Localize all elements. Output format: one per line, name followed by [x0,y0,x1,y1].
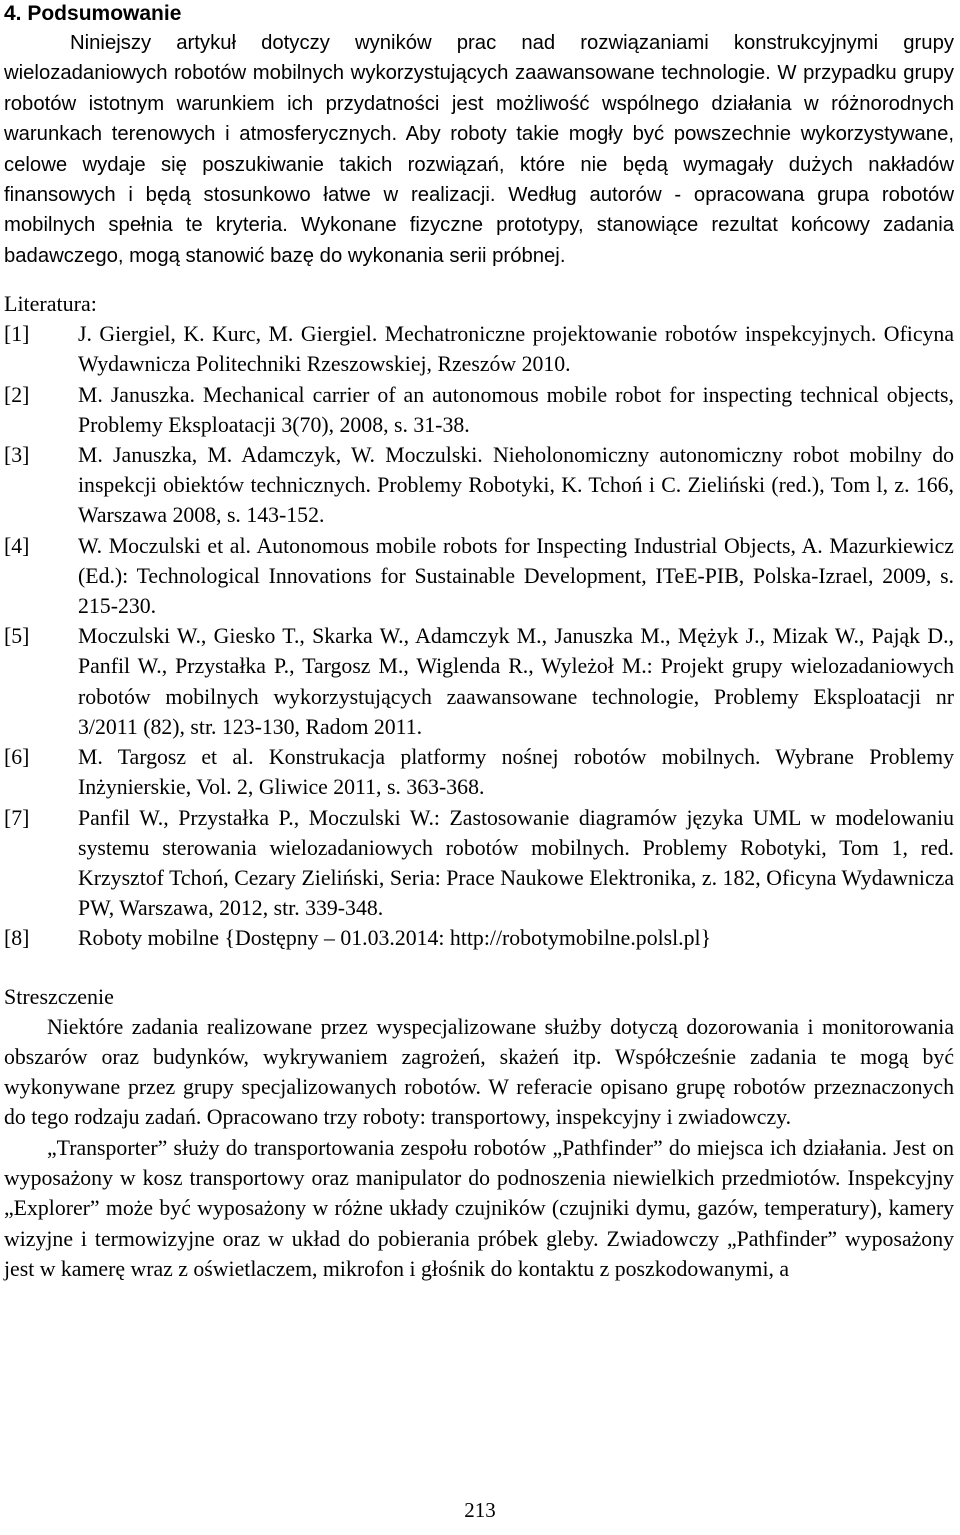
reference-text: M. Targosz et al. Konstrukacja platformy nośnej robotów mobilnych. Wybrane Problemy Inżynierskie, Vol. 2, Gliwice 2011, s. 363-368. [78,745,954,800]
reference-text: W. Moczulski et al. Autonomous mobile robots for Inspecting Industrial Objects, A. Mazurkiewicz (Ed.): Technological Innovations for Sustainable Development, ITeE-PIB, Polska-Izrael, 2009, s. 215-230. [78,533,954,619]
reference-item [4,742,954,802]
reference-item [4,319,954,379]
reference-text: Panfil W., Przystałka P., Moczulski W.: Zastosowanie diagramów języka UML w modelowaniu systemu sterowania wielozadaniowych robotów mobilnych. Problemy Robotyki, Tom 1, red. Krzysztof Tchoń, Cezary Zieliński, Seria: Prace Naukowe Elektronika, z. 182, Oficyna Wydawnicza PW, Warszawa, 2012, str. 339-348. [78,805,954,921]
reference-number: [7] [4,805,30,830]
abstract-paragraph: „Transporter” służy do transportowania zespołu robotów „Pathfinder” do miejsca ich działania. Jest on wyposażony w kosz transportowy oraz manipulator do podnoszenia niewielkich przedmiotów. Inspekcyjny „Explorer” może być wyposażony w różne układy czujników (czujniki dymu, gazów, temperatury), kamery wizyjne i termowizyjne oraz w układ do pobierania próbek gleby. Zwiadowczy „Pathfinder” wyposażony jest w kamerę wraz z oświetlaczem, mikrofon i głośnik do kontaktu z poszkodowanymi, a [4,1135,954,1281]
reference-number: [8] [4,926,30,951]
reference-number: [4] [4,533,30,558]
reference-number: [3] [4,443,30,468]
reference-text: Moczulski W., Giesko T., Skarka W., Adamczyk M., Januszka M., Mężyk J., Mizak W., Pająk D., Panfil W., Przystałka P., Targosz M., Wiglenda R., Wyleżoł M.: Projekt grupy wielozadaniowych robotów mobilnych wykorzystujących zaawansowane technologie, Problemy Eksploatacji nr 3/2011 (82), str. 123-130, Radom 2011. [78,624,954,739]
reference-item [4,923,954,953]
reference-number: [5] [4,624,30,649]
reference-text: Roboty mobilne {Dostępny – 01.03.2014: http://robotymobilne.polsl.pl} [78,926,712,951]
reference-number: [6] [4,745,30,770]
reference-item [4,440,954,531]
section-heading: 4. Podsumowanie [4,2,182,25]
reference-item [4,621,954,742]
reference-item [4,380,954,440]
reference-text: J. Giergiel, K. Kurc, M. Giergiel. Mechatroniczne projektowanie robotów inspekcyjnych. Oficyna Wydawnicza Politechniki Rzeszowskiej, Rzeszów 2010. [78,322,954,377]
abstract-heading: Streszczenie [4,983,114,1009]
reference-number: [1] [4,322,30,347]
reference-item [4,803,954,924]
literature-heading: Literatura: [4,291,97,317]
reference-text: M. Januszka. Mechanical carrier of an autonomous mobile robot for inspecting technical objects, Problemy Eksploatacji 3(70), 2008, s. 31-38. [78,382,954,437]
page-number: 213 [464,1498,496,1522]
reference-list [4,319,954,953]
reference-number: [2] [4,382,30,407]
abstract-paragraph: Niektóre zadania realizowane przez wyspecjalizowane służby dotyczą dozorowania i monitorowania obszarów oraz budynków, wykrywaniem zagrożeń, skażeń itp. Współcześnie zadania te mogą być wykonywane przez grupy specjalizowanych robotów. W referacie opisano grupę robotów przeznaczonych do tego rodzaju zadań. Opracowano trzy roboty: transportowy, inspekcyjny i zwiadowczy. [4,1014,954,1130]
reference-text: M. Januszka, M. Adamczyk, W. Moczulski. Nieholonomiczny autonomiczny robot mobilny do inspekcji obiektów technicznych. Problemy Robotyki, K. Tchoń i C. Zieliński (red.), Tom l, z. 166, Warszawa 2008, s. 143-152. [78,443,954,528]
reference-item [4,531,954,622]
summary-paragraph: Niniejszy artykuł dotyczy wyników prac nad rozwiązaniami konstrukcyjnymi grupy wielozadaniowych robotów mobilnych wykorzystujących zaawansowane technologie. W przypadku grupy robotów istotnym warunkiem ich przydatności jest możliwość wspólnego działania w różnorodnych warunkach terenowych i atmosferycznych. Aby roboty takie mogły być powszechnie wykorzystywane, celowe wydaje się poszukiwanie takich rozwiązań, które nie będą wymagały dużych nakładów finansowych i będą stosunkowo łatwe w realizacji. Według autorów - opracowana grupa robotów mobilnych spełnia te kryteria. Wykonane fizyczne prototypy, stanowiące rezultat końcowy zadania badawczego, mogą stanowić bazę do wykonania serii próbnej. [4,32,954,267]
